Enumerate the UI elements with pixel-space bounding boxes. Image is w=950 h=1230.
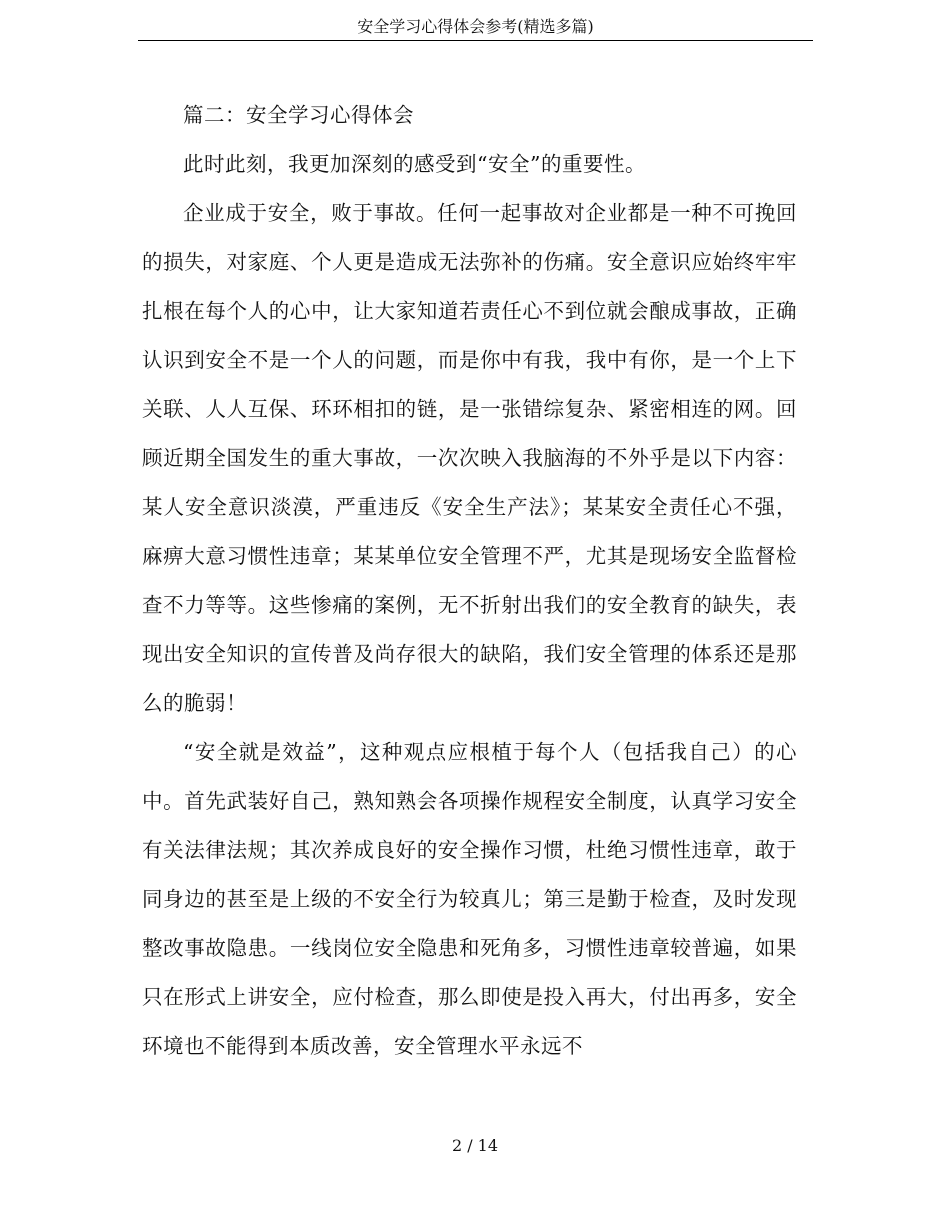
page-footer bbox=[0, 1134, 950, 1158]
page-header bbox=[138, 13, 813, 41]
paragraph: 企业成于安全，败于事故。任何一起事故对企业都是一种不可挽回的损失，对家庭、个人更是造成无法弥补的伤痛。安全意识应始终牢牢扎根在每个人的心中，让大家知道若责任心不到位就会酿成事故，正确认识到安全不是一个人的问题，而是你中有我，我中有你，是一个上下关联、人人互保、环环相扣的链，是一张错综复杂、紧密相连的网。回顾近期全国发生的重大事故，一次次映入我脑海的不外乎是以下内容：某人安全意识淡漠，严重违反《安全生产法》；某某安全责任心不强，麻痹大意习惯性违章；某某单位安全管理不严，尤其是现场安全监督检查不力等等。这些惨痛的案例，无不折射出我们的安全教育的缺失，表现出安全知识的宣传普及尚存很大的缺陷，我们安全管理的体系还是那么的脆弱！ bbox=[142, 201, 797, 715]
document-body bbox=[142, 91, 797, 1071]
section-title: 篇二：安全学习心得体会 bbox=[183, 103, 414, 127]
page-number: 2 / 14 bbox=[451, 1136, 499, 1155]
paragraph: “安全就是效益”，这种观点应根植于每个人（包括我自己）的心中。首先武装好自己，熟知熟会各项操作规程安全制度，认真学习安全有关法律法规；其次养成良好的安全操作习惯，杜绝习惯性违章，敢于同身边的甚至是上级的不安全行为较真儿；第三是勤于检查，及时发现整改事故隐患。一线岗位安全隐患和死角多，习惯性违章较普遍，如果只在形式上讲安全，应付检查，那么即使是投入再大，付出再多，安全环境也不能得到本质改善，安全管理水平永远不 bbox=[142, 740, 797, 1058]
paragraph: 此时此刻，我更加深刻的感受到“安全”的重要性。 bbox=[183, 152, 646, 176]
header-title: 安全学习心得体会参考(精选多篇) bbox=[357, 17, 594, 36]
